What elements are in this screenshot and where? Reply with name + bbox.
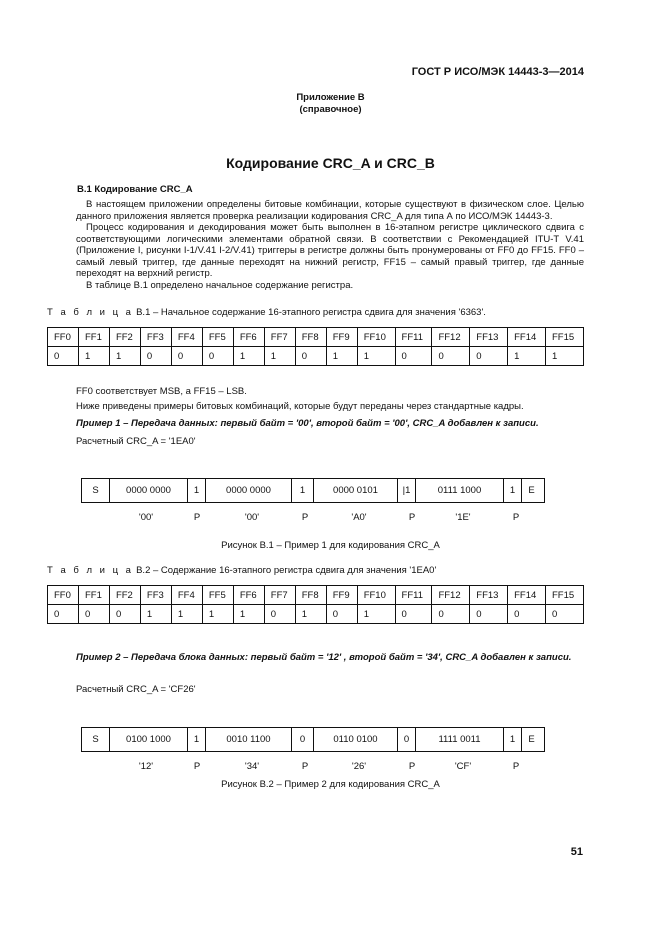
table-cell: 1 — [109, 347, 140, 366]
frame-label: P — [301, 512, 309, 523]
caption-prefix: Т а б л и ц а — [47, 565, 134, 576]
table-header-cell: FF12 — [432, 586, 470, 605]
figure-caption-2: Рисунок В.2 – Пример 2 для кодирования CRC_A — [221, 779, 440, 790]
section-heading: В.1 Кодирование CRC_A — [77, 184, 193, 195]
frame-label: '00' — [138, 512, 154, 523]
table-header-cell: FF12 — [432, 328, 470, 347]
table-cell: 1 — [545, 347, 583, 366]
table-header-cell: FF11 — [395, 328, 432, 347]
table-cell: 0 — [202, 347, 233, 366]
table-cell: 1 — [171, 605, 202, 624]
table-caption — [47, 307, 486, 318]
table-cell: 0 — [295, 347, 326, 366]
document-header: ГОСТ Р ИСО/МЭК 14443-3—2014 — [411, 66, 584, 78]
table-header-cell: FF9 — [326, 328, 357, 347]
table-cell: 0 — [140, 347, 171, 366]
frame-parity: 0 — [398, 728, 416, 751]
table-header-cell: FF14 — [508, 328, 546, 347]
frame-byte: 0111 1000 — [416, 479, 504, 502]
table-cell: 0 — [508, 605, 546, 624]
frame-label: '1E' — [455, 512, 471, 523]
caption-prefix: Т а б л и ц а — [47, 307, 134, 318]
frame-byte: 0100 1000 — [110, 728, 188, 751]
frame-start: S — [82, 728, 110, 751]
example-1-heading: Пример 1 – Передача данных: первый байт = '00', второй байт = '00', CRC_A добавлен к записи. — [76, 418, 539, 429]
table-header-row — [48, 586, 584, 605]
table-cell: 0 — [395, 605, 432, 624]
body-text — [76, 199, 584, 291]
table-cell: 0 — [545, 605, 583, 624]
table-header-cell: FF14 — [508, 586, 546, 605]
frame-label: P — [408, 512, 416, 523]
page-number: 51 — [570, 846, 583, 858]
page-title: Кодирование CRC_A и CRC_B — [226, 155, 435, 171]
table-header-cell: FF13 — [470, 328, 508, 347]
table-header-cell: FF4 — [171, 586, 202, 605]
table-cell: 0 — [326, 605, 357, 624]
table-header-cell: FF11 — [395, 586, 432, 605]
table-header-cell: FF2 — [109, 328, 140, 347]
appendix-type: (справочное) — [299, 104, 362, 115]
figure-caption-1: Рисунок В.1 – Пример 1 для кодирования CRC_A — [221, 540, 440, 551]
table-header-cell: FF0 — [48, 328, 79, 347]
table-cell: 0 — [264, 605, 295, 624]
frame-start: S — [82, 479, 110, 502]
frame-byte: 0010 1100 — [206, 728, 292, 751]
table-cell: 0 — [78, 605, 109, 624]
frame-parity: 1 — [188, 728, 206, 751]
table-header-cell: FF3 — [140, 586, 171, 605]
table-header-cell: FF5 — [202, 586, 233, 605]
table-header-cell: FF4 — [171, 328, 202, 347]
note-msb: FF0 соответствует MSB, а FF15 – LSB. — [76, 386, 247, 397]
table-cell: 0 — [48, 605, 79, 624]
caption-text: В.2 – Содержание 16-этапного регистра сдвига для значения '1EA0' — [136, 565, 437, 576]
table-cell: 0 — [48, 347, 79, 366]
paragraph: В таблице В.1 определено начальное содержание регистра. — [86, 279, 354, 291]
frame-end: E — [528, 485, 535, 496]
paragraph: Процесс кодирования и декодирования может быть выполнен в 16-этапном регистре циклического сдвига с соответствующими логическими элементами обратной связи. В соответствии с Рекомендацией ITU-T V.41 (Приложение I, рисунки I-1/V.41 I-2/V.41) триггеры в регистре должны быть пронумерованы от FF0 до FF15. FF0 – самый левый триггер, где данные переходят на нижний регистр, FF15 – самый правый триггер, где данные переходят на верхний регистр. — [76, 222, 584, 279]
frame-byte: 1111 0011 — [416, 728, 504, 751]
frame-diagram-2 — [81, 727, 545, 752]
table-cell: 1 — [357, 605, 395, 624]
frame-label: P — [512, 512, 520, 523]
frame-label: '12' — [138, 761, 154, 772]
register-table-2 — [47, 585, 584, 624]
frame-byte: 0000 0000 — [110, 479, 188, 502]
table-header-cell: FF1 — [78, 328, 109, 347]
frame-parity: 1 — [504, 479, 522, 502]
table-header-cell: FF0 — [48, 586, 79, 605]
table-cell: 1 — [326, 347, 357, 366]
frame-byte: 0110 0100 — [314, 728, 398, 751]
frame-parity: |1 — [398, 479, 416, 502]
table-header-cell: FF10 — [357, 586, 395, 605]
frame-byte: 0000 0000 — [206, 479, 292, 502]
table-header-cell: FF10 — [357, 328, 395, 347]
table-header-cell: FF13 — [470, 586, 508, 605]
table-cell: 0 — [470, 347, 508, 366]
table-cell: 1 — [264, 347, 295, 366]
table-cell: 1 — [295, 605, 326, 624]
frame-label: 'A0' — [351, 512, 367, 523]
table-cell: 1 — [357, 347, 395, 366]
table-header-cell: FF6 — [233, 586, 264, 605]
frame-label: '34' — [244, 761, 260, 772]
frame-label: '26' — [351, 761, 367, 772]
frame-parity: 0 — [292, 728, 314, 751]
frame-parity: 1 — [188, 479, 206, 502]
frame-parity: 1 — [292, 479, 314, 502]
table-header-row — [48, 328, 584, 347]
table-header-cell: FF8 — [295, 328, 326, 347]
frame-label: P — [301, 761, 309, 772]
table-cell: 0 — [432, 347, 470, 366]
table-cell: 0 — [171, 347, 202, 366]
table-header-cell: FF9 — [326, 586, 357, 605]
table-header-cell: FF2 — [109, 586, 140, 605]
table-cell: 0 — [395, 347, 432, 366]
frame-parity: 1 — [504, 728, 522, 751]
frame-label: P — [512, 761, 520, 772]
frame-diagram-1 — [81, 478, 545, 503]
table-header-cell: FF5 — [202, 328, 233, 347]
example-2-crc: Расчетный CRC_A = 'CF26' — [76, 684, 196, 695]
frame-label: 'CF' — [454, 761, 472, 772]
table-cell: 0 — [470, 605, 508, 624]
frame-end: E — [528, 734, 535, 745]
table-row — [48, 347, 584, 366]
register-table-1 — [47, 327, 584, 366]
table-header-cell: FF7 — [264, 328, 295, 347]
table-header-cell: FF7 — [264, 586, 295, 605]
table-cell: 1 — [233, 347, 264, 366]
table-header-cell: FF6 — [233, 328, 264, 347]
table-header-cell: FF8 — [295, 586, 326, 605]
table-cell: 1 — [508, 347, 546, 366]
caption-text: В.1 – Начальное содержание 16-этапного регистра сдвига для значения '6363'. — [136, 307, 486, 318]
table-header-cell: FF15 — [545, 328, 583, 347]
table-cell: 0 — [109, 605, 140, 624]
frame-label: '00' — [244, 512, 260, 523]
frame-label: P — [408, 761, 416, 772]
table-row — [48, 605, 584, 624]
table-cell: 1 — [140, 605, 171, 624]
table-header-cell: FF3 — [140, 328, 171, 347]
table-cell: 1 — [202, 605, 233, 624]
table-header-cell: FF1 — [78, 586, 109, 605]
paragraph: В настоящем приложении определены битовые комбинации, которые существуют в физическом слое. Целью данного приложения является проверка реализации кодирования CRC_A для типа А по ИСО/МЭК 14443-3. — [76, 199, 584, 222]
appendix-label: Приложение В — [296, 92, 365, 103]
table-caption — [47, 565, 436, 576]
frame-byte: 0000 0101 — [314, 479, 398, 502]
table-cell: 1 — [78, 347, 109, 366]
table-cell: 1 — [233, 605, 264, 624]
example-1-crc: Расчетный CRC_A = '1EA0' — [76, 436, 196, 447]
example-2-heading: Пример 2 – Передача блока данных: первый байт = '12' , второй байт = '34', CRC_A добавлен к записи. — [76, 652, 572, 663]
table-cell: 0 — [432, 605, 470, 624]
frame-label: P — [193, 761, 201, 772]
table-header-cell: FF15 — [545, 586, 583, 605]
note-examples: Ниже приведены примеры битовых комбинаций, которые будут переданы через стандартные кадры. — [76, 401, 524, 412]
frame-label: P — [193, 512, 201, 523]
